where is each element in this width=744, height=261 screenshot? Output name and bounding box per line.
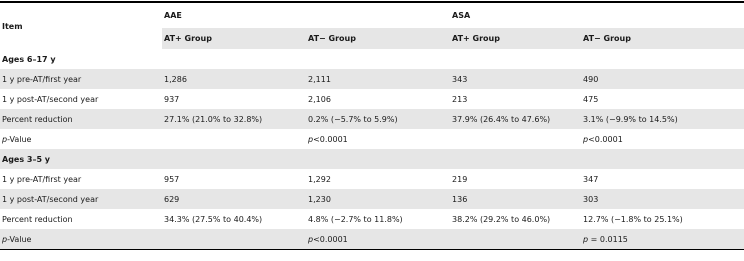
header-item: Item [2, 21, 23, 31]
header-row-groups [0, 3, 744, 28]
header-asa-atplus: AT+ Group [450, 28, 581, 49]
table-row [0, 69, 744, 89]
cell: 27.1% (21.0% to 32.8%) [162, 109, 306, 129]
row-label: 1 y post-AT/second year [2, 94, 99, 104]
cell: 38.2% (29.2% to 46.0%) [452, 214, 551, 224]
row-label: 1 y pre-AT/first year [2, 174, 82, 184]
header-group-asa: ASA [452, 11, 471, 20]
row-label: 1 y pre-AT/first year [0, 69, 162, 89]
row-label: Percent reduction [2, 214, 73, 224]
cell-empty [162, 229, 306, 249]
cell: 957 [164, 174, 180, 184]
row-label: Percent reduction [0, 109, 162, 129]
cell: 213 [452, 94, 468, 104]
cell: 937 [164, 94, 180, 104]
pvalue-label [0, 229, 162, 249]
table-row [0, 209, 744, 229]
table-row [0, 189, 744, 209]
section-title: Ages 3–5 y [0, 149, 744, 169]
table-row [0, 109, 744, 129]
pvalue-label-italic: p [2, 134, 8, 144]
cell: 1,230 [306, 189, 450, 209]
pvalue-label-rest: -Value [7, 234, 32, 244]
cell: 629 [162, 189, 306, 209]
cell: 219 [452, 174, 468, 184]
cell: 490 [581, 69, 744, 89]
cell: 1,292 [308, 174, 331, 184]
cell: 2,111 [306, 69, 450, 89]
cell: 0.2% (−5.7% to 5.9%) [306, 109, 450, 129]
cell: 1,286 [162, 69, 306, 89]
cell: 37.9% (26.4% to 47.6%) [450, 109, 581, 129]
cell: 475 [583, 94, 599, 104]
pvalue-asa: p = 0.0115 [581, 229, 744, 249]
table-row [0, 169, 744, 189]
header-aae-atminus: AT− Group [306, 28, 450, 49]
pvalue-row [0, 129, 744, 149]
cell-empty [450, 229, 581, 249]
results-table [0, 3, 744, 249]
cell: 4.8% (−2.7% to 11.8%) [308, 214, 403, 224]
row-label: 1 y post-AT/second year [0, 189, 162, 209]
header-group-aae: AAE [164, 11, 182, 20]
cell-empty [162, 129, 306, 149]
results-table-container [0, 1, 744, 250]
header-asa-atminus: AT− Group [581, 28, 744, 49]
cell: 303 [581, 189, 744, 209]
table-row [0, 89, 744, 109]
cell: 3.1% (−9.9% to 14.5%) [581, 109, 744, 129]
header-aae-atplus: AT+ Group [162, 28, 306, 49]
cell: 347 [583, 174, 599, 184]
cell: 136 [450, 189, 581, 209]
pvalue-aae: p<0.0001 [308, 134, 348, 144]
cell: 34.3% (27.5% to 40.4%) [164, 214, 263, 224]
cell-empty [450, 129, 581, 149]
pvalue-aae: p<0.0001 [306, 229, 450, 249]
pvalue-label-italic: p [2, 234, 8, 244]
pvalue-label [0, 129, 162, 149]
cell: 343 [450, 69, 581, 89]
section-title-row [0, 49, 744, 69]
pvalue-row [0, 229, 744, 249]
pvalue-label-rest: -Value [7, 134, 32, 144]
pvalue-asa: p<0.0001 [583, 134, 623, 144]
cell: 2,106 [308, 94, 331, 104]
cell: 12.7% (−1.8% to 25.1%) [583, 214, 683, 224]
section-title: Ages 6–17 y [2, 54, 56, 64]
bottom-rule [0, 249, 744, 250]
section-title-row [0, 149, 744, 169]
